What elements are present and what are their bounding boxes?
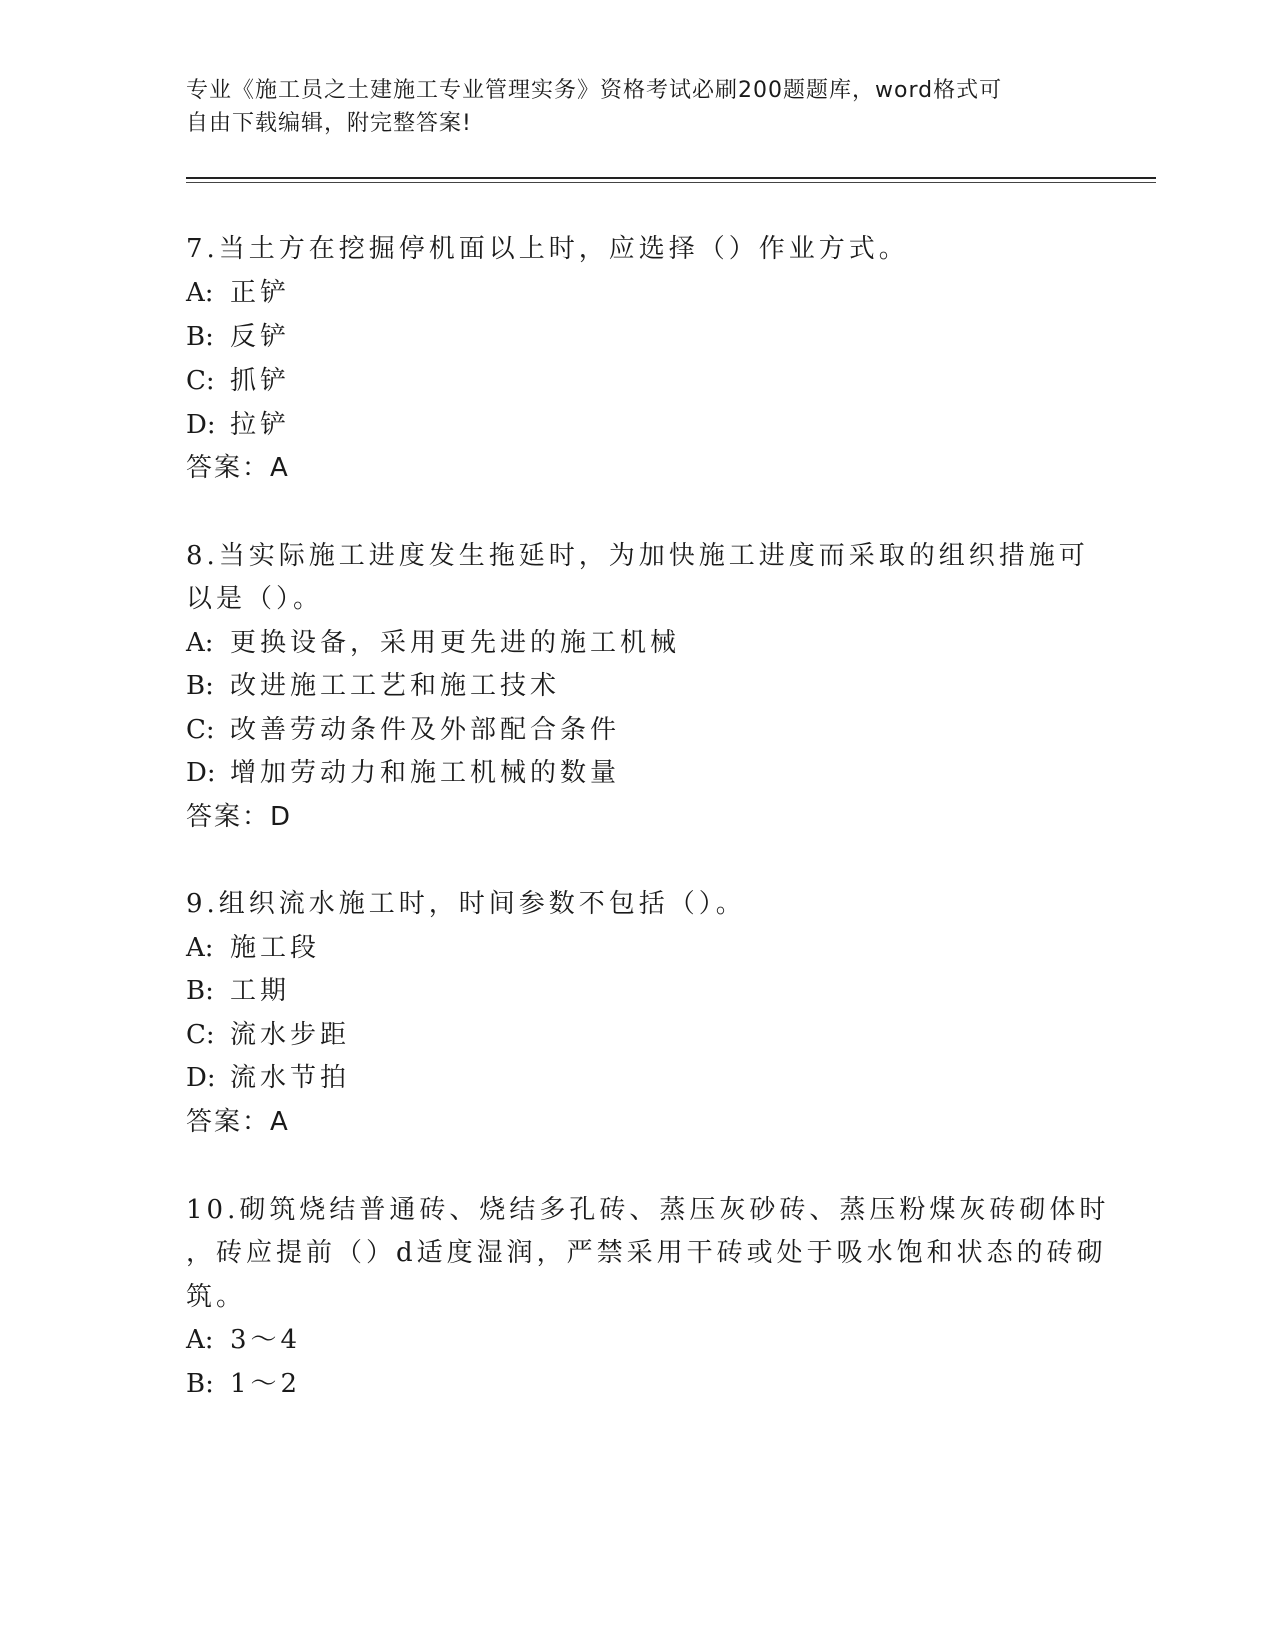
option-text: 更换设备，采用更先进的施工机械 [230, 628, 681, 658]
option-text: 1～2 [230, 1369, 302, 1399]
question-9-answer: 答案：A [186, 1107, 290, 1137]
question-7-option-b [186, 316, 290, 353]
option-text: 工期 [230, 976, 291, 1006]
option-text: 流水步距 [230, 1020, 351, 1050]
question-9-option-a [186, 927, 320, 964]
question-8-option-c [186, 709, 620, 746]
option-letter: B: [186, 322, 214, 352]
header-line-2: 自由下载编辑，附完整答案! [186, 111, 472, 136]
question-10-text-line-1: 10.砌筑烧结普通砖、烧结多孔砖、蒸压灰砂砖、蒸压粉煤灰砖砌体时 [186, 1195, 1110, 1225]
header-line-1: 专业《施工员之土建施工专业管理实务》资格考试必刷200题题库，word格式可 [186, 78, 1003, 103]
option-letter: A: [186, 1325, 214, 1355]
question-7-option-c [186, 360, 290, 397]
option-text: 3～4 [230, 1325, 302, 1355]
option-letter: A: [186, 933, 214, 963]
option-letter: B: [186, 671, 214, 701]
question-8-text-line-1: 8.当实际施工进度发生拖延时，为加快施工进度而采取的组织措施可 [186, 541, 1089, 571]
option-letter: D: [186, 758, 216, 788]
question-7-option-a [186, 272, 290, 309]
question-8-text-line-2: 以是（）。 [186, 584, 324, 614]
option-text: 改进施工工艺和施工技术 [230, 671, 561, 701]
option-letter: C: [186, 1020, 215, 1050]
option-text: 反铲 [230, 322, 291, 352]
option-text: 施工段 [230, 933, 321, 963]
option-letter: B: [186, 976, 214, 1006]
question-7-text: 7.当土方在挖掘停机面以上时，应选择（）作业方式。 [186, 234, 909, 264]
option-letter: C: [186, 715, 215, 745]
option-letter: D: [186, 1063, 216, 1093]
option-letter: A: [186, 628, 214, 658]
document-header [186, 74, 1066, 140]
option-text: 改善劳动条件及外部配合条件 [230, 715, 621, 745]
question-7-answer: 答案：A [186, 453, 290, 483]
option-letter: A: [186, 278, 214, 308]
question-10-text-line-3: 筑。 [186, 1282, 247, 1312]
question-9-option-c [186, 1014, 350, 1051]
option-text: 流水节拍 [230, 1063, 351, 1093]
question-8-option-d [186, 752, 620, 789]
option-text: 抓铲 [230, 366, 291, 396]
option-text: 拉铲 [230, 410, 291, 440]
question-10-option-b [186, 1363, 301, 1400]
option-letter: C: [186, 366, 215, 396]
question-8-answer: 答案：D [186, 802, 293, 832]
option-letter: D: [186, 410, 216, 440]
option-text: 增加劳动力和施工机械的数量 [230, 758, 621, 788]
question-10-text-line-2: ，砖应提前（）d适度湿润，严禁采用干砖或处于吸水饱和状态的砖砌 [186, 1238, 1107, 1268]
question-8-option-a [186, 622, 680, 659]
question-10-option-a [186, 1319, 301, 1356]
question-7-option-d [186, 404, 290, 441]
option-letter: B: [186, 1369, 214, 1399]
question-9-text: 9.组织流水施工时，时间参数不包括（）。 [186, 889, 746, 919]
header-divider-thin [186, 182, 1156, 183]
option-text: 正铲 [230, 278, 291, 308]
question-9-option-d [186, 1057, 350, 1094]
question-8-option-b [186, 665, 560, 702]
header-divider-thick [186, 177, 1156, 179]
question-9-option-b [186, 970, 290, 1007]
